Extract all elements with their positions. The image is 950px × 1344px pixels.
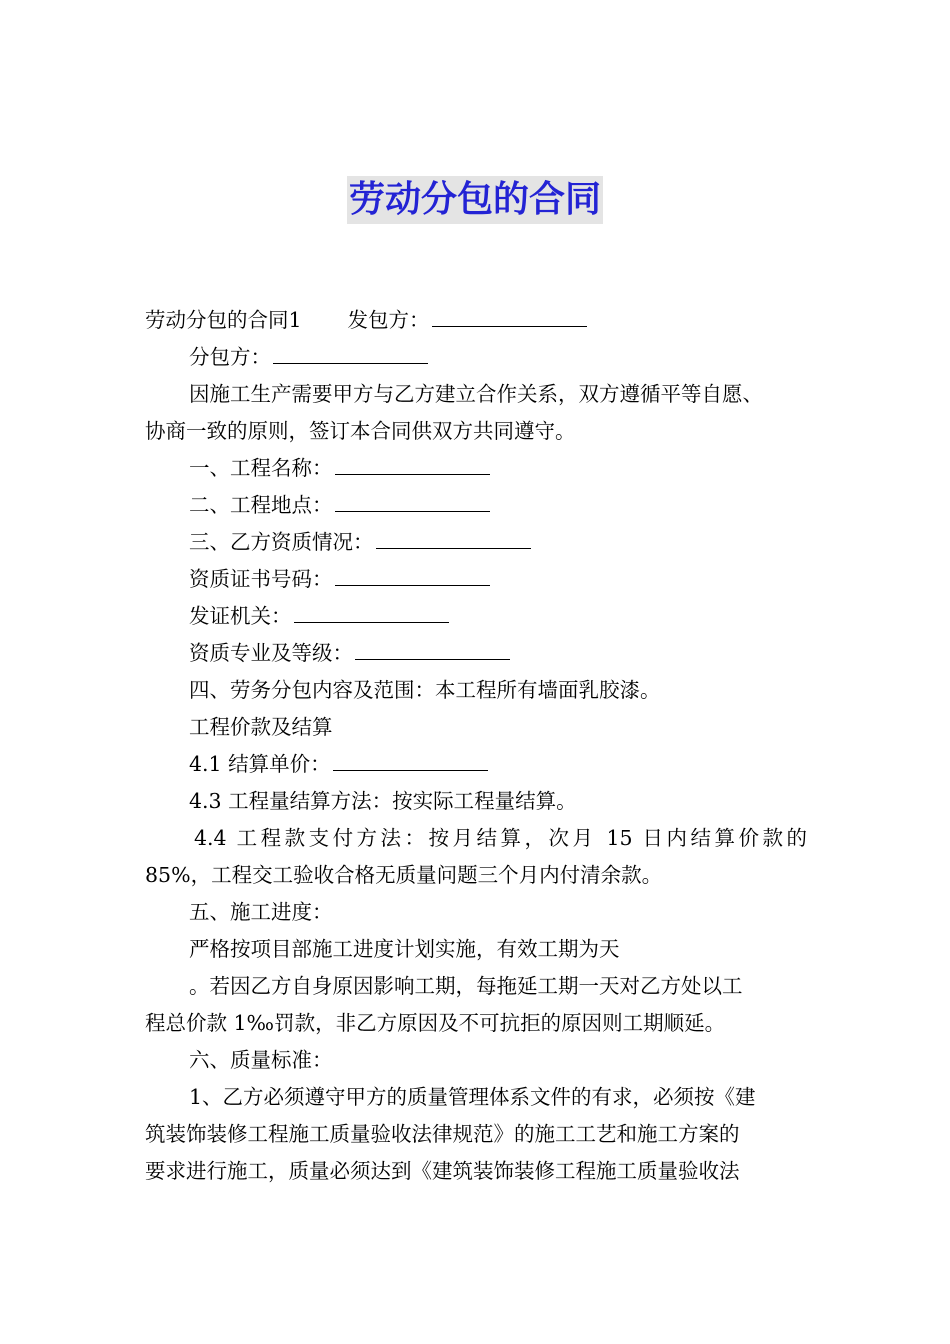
qualification-blank — [376, 524, 531, 549]
schedule-line-3: 程总价款 1‰罚款，非乙方原因及不可抗拒的原因则工期顺延。 — [145, 1011, 726, 1035]
quality-line-3: 要求进行施工，质量必须达到《建筑装饰装修工程施工质量验收法 — [145, 1159, 740, 1183]
cert-no-label: 资质证书号码： — [189, 567, 333, 591]
p44-line-2: 85%，工程交工验收合格无质量问题三个月内付清余款。 — [145, 863, 663, 887]
title-container — [0, 176, 950, 224]
project-location-blank — [335, 487, 490, 512]
p43-line: 4.3 工程量结算方法：按实际工程量结算。 — [189, 789, 577, 813]
employer-label: 发包方： — [347, 308, 430, 332]
issuer-label: 发证机关： — [189, 604, 292, 628]
item-4-line: 四、劳务分包内容及范围：本工程所有墙面乳胶漆。 — [189, 678, 661, 702]
specialty-line — [145, 635, 807, 672]
specialty-blank — [355, 635, 510, 660]
subcontractor-line — [145, 339, 807, 376]
p44-line-1: 4.4 工程款支付方法：按月结算，次月 15 日内结算价款的 — [194, 826, 807, 850]
project-name-blank — [335, 450, 490, 475]
project-location-label: 二、工程地点： — [189, 493, 333, 517]
project-name-label: 一、工程名称： — [189, 456, 333, 480]
document-body — [145, 302, 807, 1190]
schedule-line-1: 严格按项目部施工进度计划实施，有效工期为天 — [189, 937, 620, 961]
cert-no-blank — [335, 561, 490, 586]
quality-line-2: 筑装饰装修工程施工质量验收法律规范》的施工工艺和施工方案的 — [145, 1122, 740, 1146]
item-6-line: 六、质量标准： — [189, 1048, 333, 1072]
employer-blank — [432, 302, 587, 327]
issuer-line — [145, 598, 807, 635]
subcontractor-label: 分包方： — [189, 345, 271, 369]
intro-line-1: 因施工生产需要甲方与乙方建立合作关系，双方遵循平等自愿、 — [189, 382, 763, 406]
unit-price-blank — [333, 746, 488, 771]
subcontractor-blank — [273, 339, 428, 364]
item-3-line — [145, 524, 807, 561]
p41-line — [145, 746, 807, 783]
quality-line-1: 1、乙方必须遵守甲方的质量管理体系文件的有求，必须按《建 — [189, 1085, 756, 1109]
heading-line — [145, 302, 807, 339]
item-5-line: 五、施工进度： — [189, 900, 333, 924]
heading-left: 劳动分包的合同1 — [145, 308, 302, 332]
unit-price-label: 4.1 结算单价： — [189, 752, 331, 776]
price-heading: 工程价款及结算 — [189, 715, 333, 739]
intro-line-2: 协商一致的原则，签订本合同供双方共同遵守。 — [145, 419, 576, 443]
item-1-line — [145, 450, 807, 487]
item-2-line — [145, 487, 807, 524]
schedule-line-2: 。若因乙方自身原因影响工期，每拖延工期一天对乙方处以工 — [189, 974, 743, 998]
cert-no-line — [145, 561, 807, 598]
document-title: 劳动分包的合同 — [347, 176, 603, 224]
qualification-label: 三、乙方资质情况： — [189, 530, 374, 554]
specialty-label: 资质专业及等级： — [189, 641, 353, 665]
issuer-blank — [294, 598, 449, 623]
